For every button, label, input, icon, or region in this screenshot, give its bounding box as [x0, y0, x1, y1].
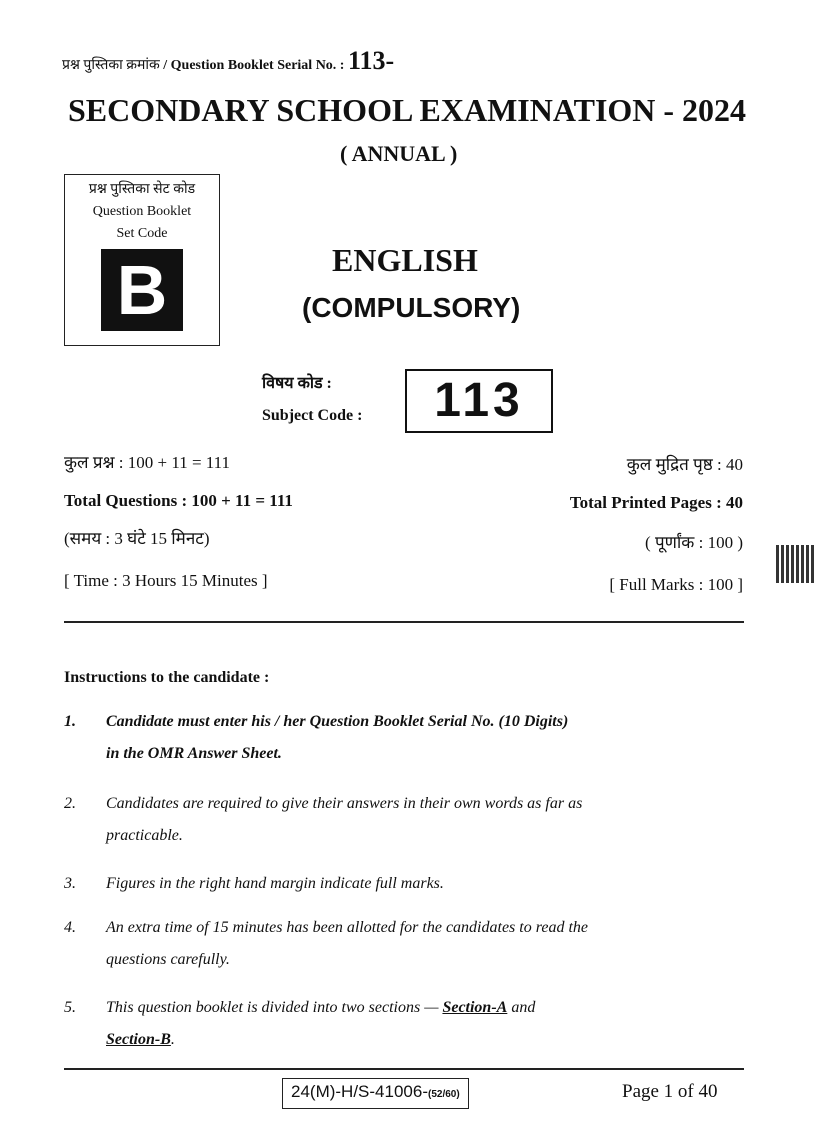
instruction-item	[64, 992, 744, 1056]
item-number: 2.	[64, 795, 76, 812]
marks-hindi: ( पूर्णांक : 100 )	[645, 533, 743, 552]
serial-hindi: प्रश्न पुस्तिका क्रमांक	[62, 58, 160, 73]
subject-code-label	[262, 368, 362, 432]
item-text: Candidates are required to give their answers in their own words as far as	[106, 795, 583, 812]
time-hindi: (समय : 3 घंटे 15 मिनट)	[64, 529, 210, 548]
item-text: This question booklet is divided into two sections —	[106, 999, 443, 1016]
instruction-item	[64, 868, 744, 900]
total-questions: Total Questions : 100 + 11 = 111	[64, 491, 293, 510]
serial-label: / Question Booklet Serial No. :	[163, 58, 345, 73]
time: [ Time : 3 Hours 15 Minutes ]	[64, 571, 268, 590]
exam-type: ( ANNUAL )	[340, 141, 458, 166]
item-text: An extra time of 15 minutes has been allotted for the candidates to read the	[106, 919, 588, 936]
set-code-box	[64, 174, 220, 346]
page-number: Page 1 of 40	[622, 1081, 718, 1102]
set-code-label-2: Set Code	[116, 226, 168, 241]
item-text: practicable.	[106, 827, 183, 844]
item-text: .	[170, 1031, 175, 1048]
footer-divider	[64, 1068, 744, 1070]
questions-hindi: कुल प्रश्न : 100 + 11 = 111	[64, 453, 231, 472]
item-number: 4.	[64, 919, 76, 936]
instruction-item	[64, 788, 744, 852]
item-text: questions carefully.	[106, 951, 230, 968]
subject-code-en: Subject Code :	[262, 407, 363, 424]
item-number: 3.	[64, 875, 76, 892]
serial-number	[62, 44, 394, 83]
item-number: 5.	[64, 999, 76, 1016]
exam-title: SECONDARY SCHOOL EXAMINATION - 2024	[68, 92, 747, 128]
full-marks: [ Full Marks : 100 ]	[609, 575, 743, 594]
section-a: Section-A	[442, 999, 508, 1016]
set-code-hindi: प्रश्न पुस्तिका सेट कोड	[88, 182, 196, 197]
subject-name: ENGLISH	[332, 242, 478, 278]
item-text: Figures in the right hand margin indicate full marks.	[106, 875, 444, 892]
item-number: 1.	[64, 713, 76, 730]
set-code-label: Question Booklet	[92, 204, 192, 219]
item-text: and	[507, 999, 536, 1016]
instruction-item	[64, 912, 744, 976]
instruction-item	[64, 706, 744, 770]
item-text: Candidate must enter his / her Question Booklet Serial No. (10 Digits)	[106, 713, 569, 730]
item-text: in the OMR Answer Sheet.	[106, 745, 282, 762]
section-b: Section-B	[106, 1031, 171, 1048]
subject-code-hindi: विषय कोड :	[262, 375, 332, 392]
subject-code-value: 113	[405, 369, 553, 433]
paper-code-text: 24(M)-H/S-41006-	[291, 1082, 428, 1101]
paper-code	[282, 1078, 469, 1109]
divider	[64, 621, 744, 623]
paper-code-small: (52/60)	[428, 1089, 460, 1100]
instructions-heading: Instructions to the candidate :	[64, 669, 270, 686]
total-pages: Total Printed Pages : 40	[569, 493, 743, 512]
qr-code-icon	[776, 545, 814, 583]
subject-subtitle: (COMPULSORY)	[302, 292, 521, 323]
serial-value: 113-	[347, 46, 395, 75]
set-code-value: B	[101, 249, 183, 331]
pages-hindi: कुल मुद्रित पृष्ठ : 40	[626, 455, 743, 474]
